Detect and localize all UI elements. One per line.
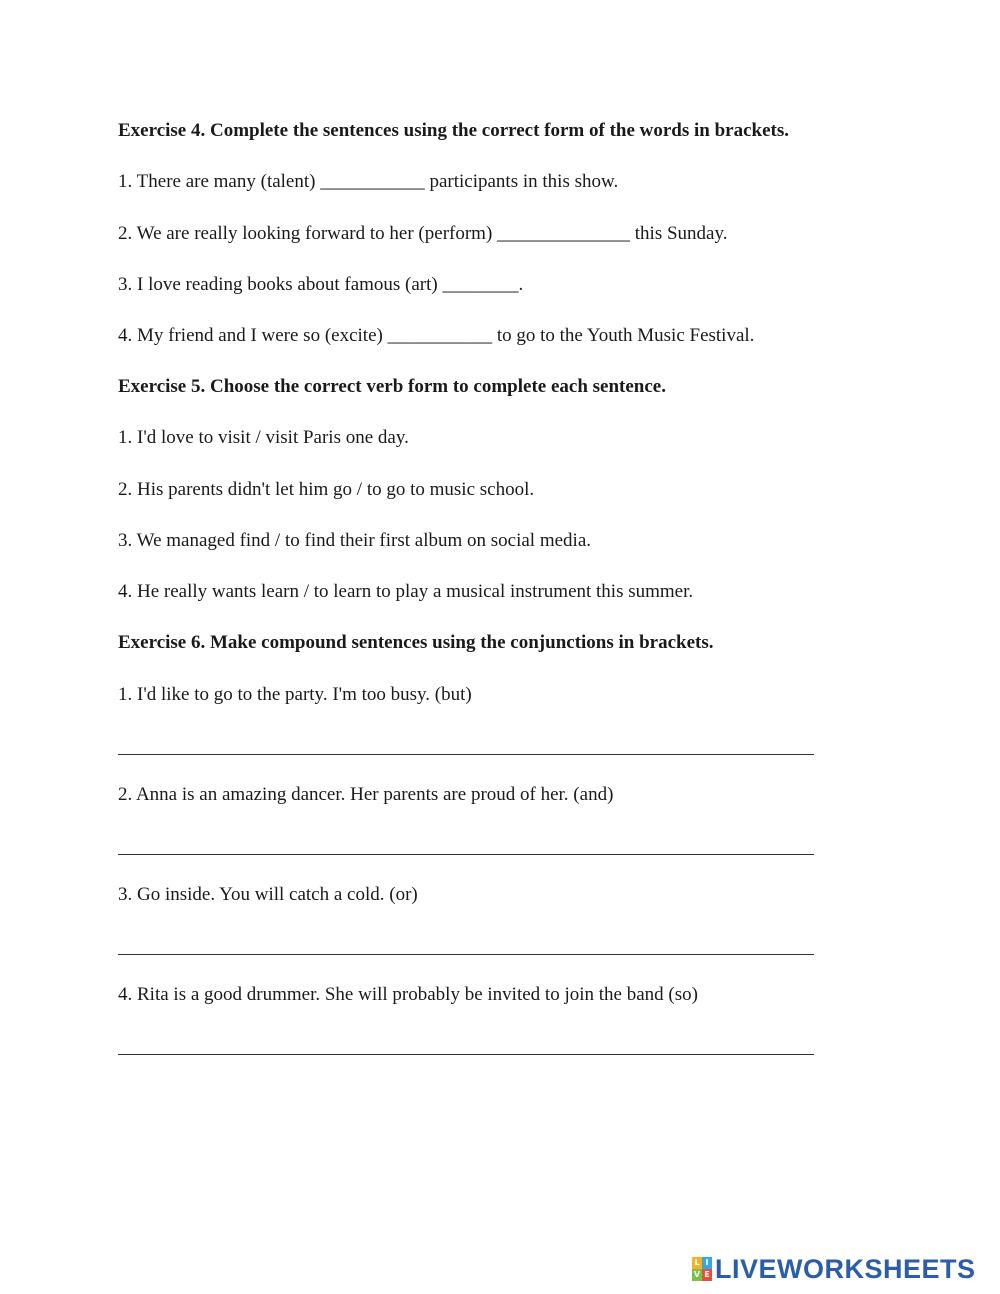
exercise-6-item-1: 1. I'd like to go to the party. I'm too busy. (but) <box>118 684 472 705</box>
exercise-5-item-4: 4. He really wants learn / to learn to play a musical instrument this summer. <box>118 581 694 602</box>
exercise-5-item-2: 2. His parents didn't let him go / to go to music school. <box>118 479 535 500</box>
logo-letter-l: L <box>692 1257 702 1269</box>
exercise-5-item-1: 1. I'd love to visit / visit Paris one day. <box>118 427 409 448</box>
exercise-6-item-2: 2. Anna is an amazing dancer. Her parents are proud of her. (and) <box>118 784 614 805</box>
exercise-4-item-3: 3. I love reading books about famous (art) ________. <box>118 274 524 295</box>
exercise-4-item-4: 4. My friend and I were so (excite) ___________ to go to the Youth Music Festival. <box>118 325 755 346</box>
liveworksheets-wordmark: LIVEWORKSHEETS <box>715 1253 976 1284</box>
exercise-5-heading: Exercise 5. Choose the correct verb form to complete each sentence. <box>118 376 666 397</box>
liveworksheets-logo-icon <box>692 1257 712 1281</box>
logo-letter-v: V <box>693 1270 701 1279</box>
exercise-4-item-2: 2. We are really looking forward to her (perform) ______________ this Sunday. <box>118 223 728 244</box>
exercise-5-item-3: 3. We managed find / to find their first album on social media. <box>118 530 592 551</box>
exercise-4-heading: Exercise 4. Complete the sentences using the correct form of the words in brackets. <box>118 120 790 141</box>
logo-letter-e: E <box>702 1269 712 1281</box>
exercise-6-heading: Exercise 6. Make compound sentences using the conjunctions in brackets. <box>118 632 714 653</box>
exercise-6-answer-line-2[interactable] <box>118 854 814 855</box>
logo-letter-i: I <box>702 1257 712 1269</box>
exercise-6-item-4: 4. Rita is a good drummer. She will probably be invited to join the band (so) <box>118 984 698 1005</box>
exercise-4-item-1: 1. There are many (talent) ___________ participants in this show. <box>118 171 619 192</box>
exercise-6-answer-line-4[interactable] <box>118 1054 814 1055</box>
exercise-6-answer-line-3[interactable] <box>118 954 814 955</box>
exercise-6-answer-line-1[interactable] <box>118 754 814 755</box>
liveworksheets-brand[interactable] <box>692 1254 976 1284</box>
exercise-6-item-3: 3. Go inside. You will catch a cold. (or) <box>118 884 418 905</box>
